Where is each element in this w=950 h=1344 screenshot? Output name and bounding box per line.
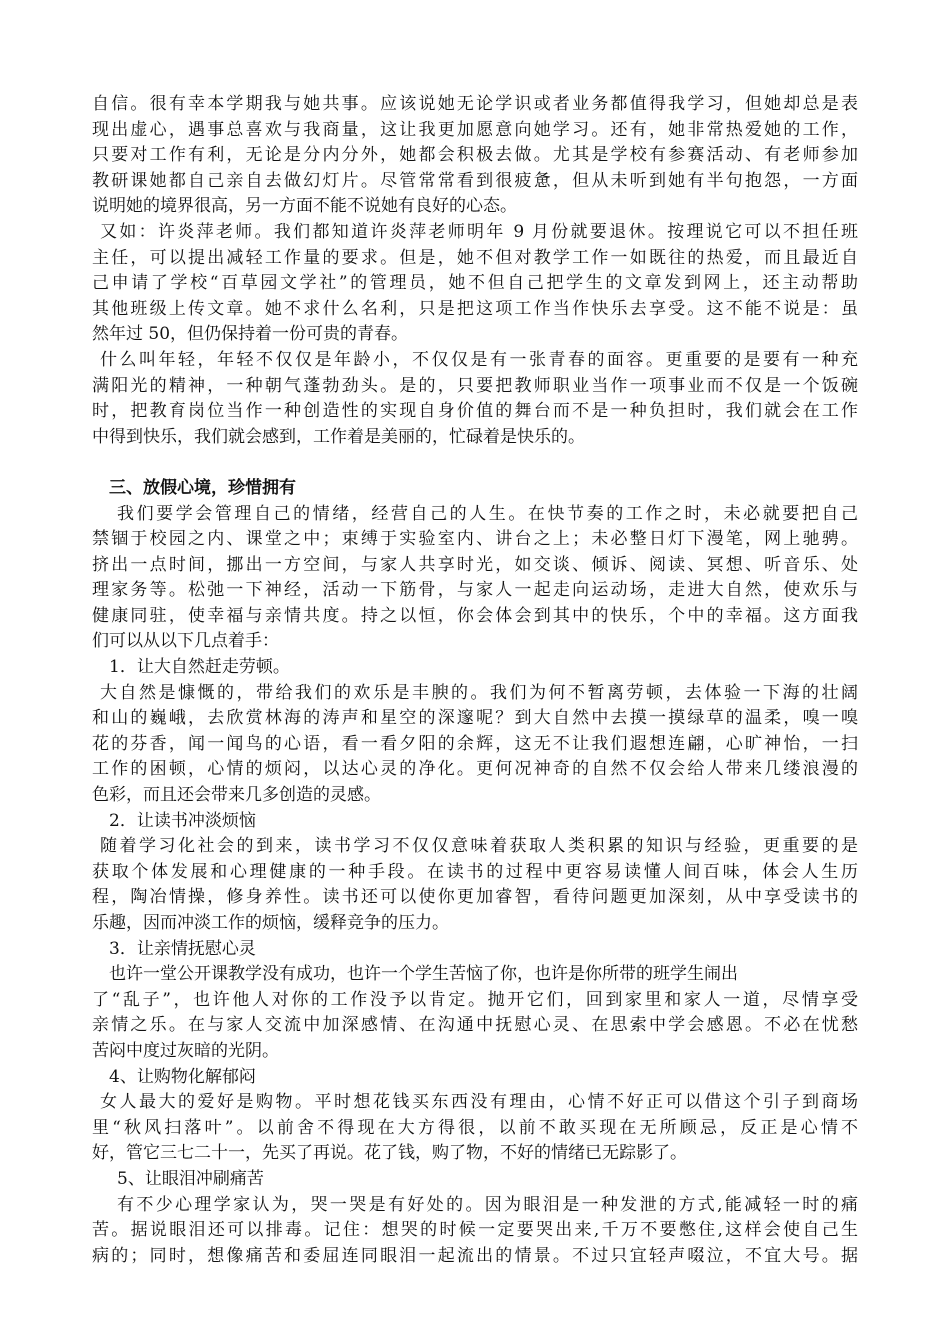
text-line: 其他班级上传文章。她不求什么名利，只是把这项工作当作快乐去享受。这不能不说是：虽 bbox=[92, 298, 858, 319]
text-line: 禁锢于校园之内、课堂之中；束缚于实验室内、讲台之上；未必整日灯下漫笔，网上驰骋。 bbox=[92, 529, 858, 550]
text-line: 现出虚心，遇事总喜欢与我商量，这让我更加愿意向她学习。还有，她非常热爱她的工作， bbox=[92, 119, 858, 140]
text-line: 我们要学会管理自己的情绪，经营自己的人生。在快节奏的工作之时，未必就要把自己 bbox=[117, 503, 858, 524]
item-body bbox=[92, 1090, 858, 1167]
text-line: 女人最大的爱好是购物。平时想花钱买东西没有理由，心情不好正可以借这个引子到商场 bbox=[100, 1092, 858, 1113]
text-line: 程，陶冶情操，修身养性。读书还可以使你更加睿智，看待问题更加深刻，从中享受读书的 bbox=[92, 887, 858, 908]
item-heading: 3．让亲情抚慰心灵 bbox=[109, 938, 256, 959]
text-line: 理家务等。松弛一下神经，活动一下筋骨，与家人一起走向运动场，走进大自然，使欢乐与 bbox=[92, 580, 858, 601]
text-line: 说明她的境界很高，另一方面不能不说她有良好的心态。 bbox=[92, 196, 517, 217]
paragraph-xu bbox=[92, 220, 858, 348]
text-line: 大自然是慷慨的，带给我们的欢乐是丰腴的。我们为何不暂离劳顿，去体验一下海的壮阔 bbox=[100, 682, 858, 703]
text-line: 中得到快乐，我们就会感到，工作着是美丽的，忙碌着是快乐的。 bbox=[92, 426, 585, 447]
document-page bbox=[92, 92, 858, 1269]
item-heading: 2．让读书冲淡烦恼 bbox=[109, 810, 256, 831]
text-line: 亲情之乐。在与家人交流中加深感情、在沟通中抚慰心灵、在思索中学会感恩。不必在忧愁 bbox=[92, 1015, 858, 1036]
section-heading: 三、放假心境，珍惜拥有 bbox=[109, 477, 296, 498]
text-line: 也许一堂公开课教学没有成功，也许一个学生苦恼了你，也许是你所带的班学生闹出 bbox=[109, 964, 738, 985]
text-line: 了“乱子”，也许他人对你的工作没予以肯定。抛开它们，回到家里和家人一道，尽情享受 bbox=[92, 989, 858, 1010]
item-body bbox=[92, 834, 858, 936]
paragraph-zhao bbox=[92, 92, 858, 220]
text-line: 又如：许炎萍老师。我们都知道许炎萍老师明年 9 月份就要退休。按理说它可以不担任班 bbox=[100, 221, 858, 242]
text-line: 随着学习化社会的到来，读书学习不仅仅意味着获取人类积累的知识与经验，更重要的是 bbox=[100, 836, 858, 857]
text-line: 己申请了学校“百草园文学社”的管理员，她不但自己把学生的文章发到网上，还主动帮助 bbox=[92, 273, 858, 294]
item-heading: 1．让大自然赶走劳顿。 bbox=[109, 657, 290, 678]
text-line: 时，把教育岗位当作一种创造性的实现自身价值的舞台而不是一种负担时，我们就会在工作 bbox=[92, 401, 858, 422]
item-body bbox=[92, 1193, 858, 1270]
text-line: 主任，可以提出减轻工作量的要求。但是，她不但对教学工作一如既往的热爱，而且最近自 bbox=[92, 247, 858, 268]
text-line: 花的芬香，闻一闻鸟的心语，看一看夕阳的余辉，这无不让我们遐想连翩，心旷神怡，一扫 bbox=[92, 733, 858, 754]
paragraph-intro bbox=[92, 502, 858, 656]
text-line: 挤出一点时间，挪出一方空间，与家人共享时光，如交谈、倾诉、阅读、冥想、听音乐、处 bbox=[92, 554, 858, 575]
text-line: 满阳光的精神，一种朝气蓬勃劲头。是的，只要把教师职业当作一项事业而不仅是一个饭碗 bbox=[92, 375, 858, 396]
item-body bbox=[92, 962, 858, 1064]
paragraph-young bbox=[92, 348, 858, 450]
item-heading: 4、让购物化解郁闷 bbox=[109, 1066, 256, 1087]
text-line: 有不少心理学家认为，哭一哭是有好处的。因为眼泪是一种发泄的方式,能减轻一时的痛 bbox=[117, 1194, 858, 1215]
text-line: 苦闷中度过灰暗的光阴。 bbox=[92, 1040, 279, 1061]
text-line: 教研课她都自己亲自去做幻灯片。尽管常常看到很疲惫，但从未听到她有半句抱怨，一方面 bbox=[92, 170, 858, 191]
text-line: 获取个体发展和心理健康的一种手段。在读书的过程中更容易读懂人间百味，体会人生历 bbox=[92, 861, 858, 882]
text-line: 然年过 50，但仍保持着一份可贵的青春。 bbox=[92, 324, 409, 345]
text-line: 好，管它三七二十一，先买了再说。花了钱，购了物，不好的情绪已无踪影了。 bbox=[92, 1143, 687, 1164]
text-line: 和山的巍峨，去欣赏林海的涛声和星空的深邃呢？到大自然中去摸一摸绿草的温柔，嗅一嗅 bbox=[92, 708, 858, 729]
item-body bbox=[92, 681, 858, 809]
text-line: 自信。很有幸本学期我与她共事。应该说她无论学识或者业务都值得我学习，但她却总是表 bbox=[92, 94, 858, 114]
text-line: 只要对工作有利，无论是分内分外，她都会积极去做。尤其是学校有参赛活动、有老师参加 bbox=[92, 145, 858, 166]
text-line: 健康同驻，使幸福与亲情共度。持之以恒，你会体会到其中的快乐，个中的幸福。这方面我 bbox=[92, 605, 858, 626]
blank-line bbox=[92, 450, 858, 476]
text-line: 乐趣，因而冲淡工作的烦恼，缓释竞争的压力。 bbox=[92, 913, 449, 933]
text-line: 里“秋风扫落叶”。以前舍不得现在大方得很，以前不敢买现在无所顾忌，反正是心情不 bbox=[92, 1117, 858, 1138]
text-line: 工作的困顿，心情的烦闷，以达心灵的净化。更何况神奇的自然不仅会给人带来几缕浪漫的 bbox=[92, 759, 858, 780]
text-line: 苦。据说眼泪还可以排毒。记住：想哭的时候一定要哭出来,千万不要憋住,这样会使自己生 bbox=[92, 1220, 858, 1241]
text-line: 什么叫年轻，年轻不仅仅是年龄小，不仅仅是有一张青春的面容。更重要的是要有一种充 bbox=[100, 349, 858, 370]
item-heading: 5、让眼泪冲刷痛苦 bbox=[117, 1168, 264, 1189]
text-line: 们可以从以下几点着手： bbox=[92, 631, 279, 652]
text-line: 色彩，而且还会带来几多创造的灵感。 bbox=[92, 785, 381, 806]
text-line: 病的；同时，想像痛苦和委屈连同眼泪一起流出的情景。不过只宜轻声啜泣，不宜大号。据 bbox=[92, 1245, 858, 1266]
